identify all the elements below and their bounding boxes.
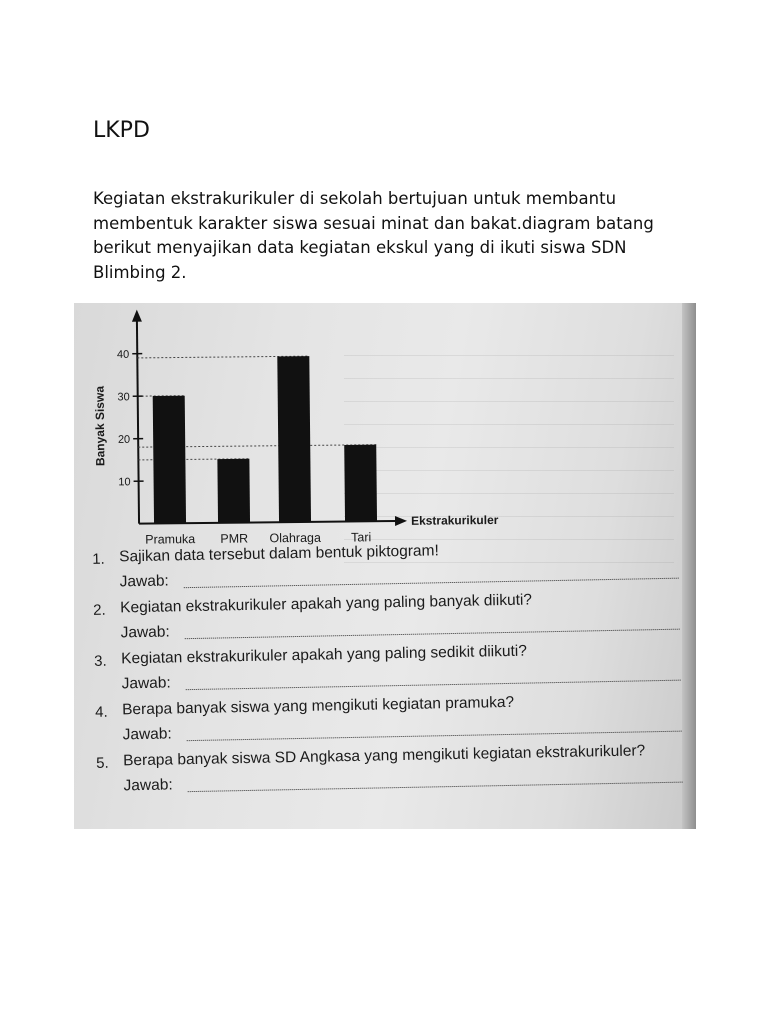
y-axis-arrow — [132, 310, 142, 322]
y-tick-label: 10 — [118, 476, 131, 489]
answer-line[interactable] — [187, 731, 682, 742]
category-label: Olahraga — [269, 530, 321, 546]
category-label: Tari — [351, 530, 372, 545]
question-number: 2. — [93, 601, 106, 619]
answer-label: Jawab: — [123, 776, 173, 795]
answer-label: Jawab: — [119, 572, 169, 591]
bar-pramuka — [153, 396, 186, 524]
question-text: Berapa banyak siswa yang mengikuti kegiatan pramuka? — [121, 693, 515, 719]
question-number: 3. — [94, 652, 107, 670]
answer-line[interactable] — [186, 680, 681, 691]
y-axis-label: Banyak Siswa — [92, 385, 108, 467]
question-number: 5. — [95, 754, 109, 772]
bar-olahraga — [277, 356, 311, 522]
y-tick-label: 20 — [117, 433, 131, 446]
y-tick-label: 40 — [116, 348, 130, 361]
answer-label: Jawab: — [120, 623, 170, 642]
bar-tari — [344, 445, 377, 522]
category-label: PMR — [220, 531, 249, 546]
question-list — [88, 535, 693, 801]
answer-line[interactable] — [185, 629, 680, 640]
y-tick-label: 30 — [117, 391, 130, 404]
question-number: 4. — [95, 703, 108, 721]
category-label: Pramuka — [145, 532, 196, 547]
x-axis-label: Ekstrakurikuler — [410, 512, 499, 528]
question-text: Kegiatan ekstrakurikuler apakah yang paling banyak diikuti? — [120, 591, 533, 617]
answer-line[interactable] — [184, 578, 679, 589]
question-text: Sajikan data tersebut dalam bentuk piktogram! — [119, 542, 439, 566]
worksheet-photo — [74, 303, 696, 829]
question-number: 1. — [92, 550, 105, 568]
question-text: Kegiatan ekstrakurikuler apakah yang paling sedikit diikuti? — [120, 642, 528, 668]
y-axis — [137, 316, 139, 524]
answer-label: Jawab: — [121, 674, 171, 693]
question-item — [92, 739, 693, 802]
document-title: LKPD — [93, 118, 150, 143]
x-axis-arrow — [395, 516, 407, 526]
answer-line[interactable] — [188, 782, 683, 793]
intro-paragraph: Kegiatan ekstrakurikuler di sekolah bertujuan untuk membantu membentuk karakter siswa sesuai minat dan bakat.diagram batang berikut menyajikan data kegiatan ekskul yang di ikuti siswa SDN Blimbing 2. — [93, 189, 654, 282]
bar-chart — [74, 303, 696, 553]
bar-pmr — [217, 459, 250, 523]
question-text: Berapa banyak siswa SD Angkasa yang mengikuti kegiatan ekstrakurikuler? — [122, 742, 646, 770]
answer-label: Jawab: — [122, 725, 172, 744]
